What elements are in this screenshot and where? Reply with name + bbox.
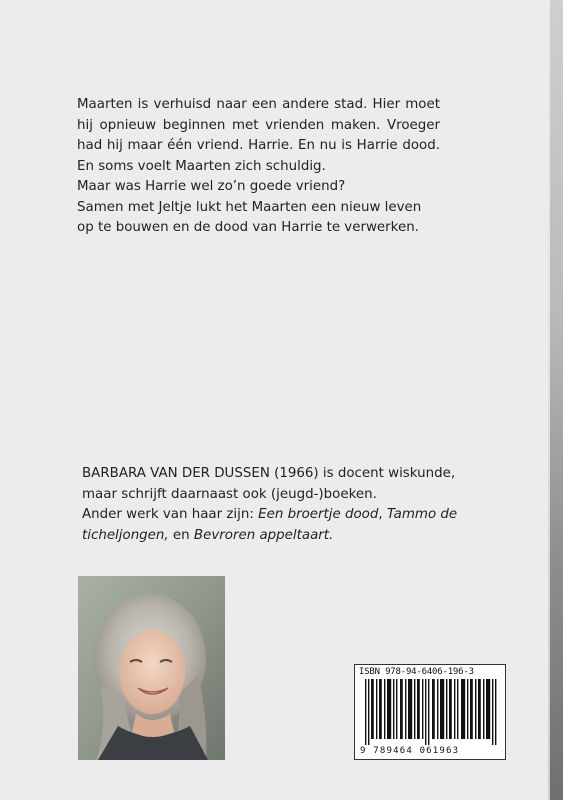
works-intro: Ander werk van haar zijn: (82, 507, 259, 522)
works-separator-1: , (378, 507, 387, 522)
work-title-3: Bevroren appeltaart. (193, 527, 334, 543)
blurb-paragraph-2: Maar was Harrie wel zo’n goede vriend? (77, 179, 346, 194)
blurb-paragraph-3: Samen met Jeltje lukt het Maarten een nieuw leven op te bouwen en de dood van Harrie te verwerken. (77, 199, 422, 235)
isbn-barcode (354, 664, 506, 760)
work-title-2: Tammo de ticheljongen, (82, 507, 458, 543)
works-separator-2: en (168, 527, 194, 543)
isbn-label: ISBN 978-94-6406-196-3 (359, 667, 474, 677)
author-portrait-image (78, 576, 225, 760)
ean-digits: 9 789464 061963 (360, 746, 460, 756)
work-title-1: Een broertje dood (258, 507, 379, 522)
author-bio (82, 464, 462, 546)
book-spine (548, 0, 563, 800)
blurb-paragraph-1: Maarten is verhuisd naar een andere stad. Hier moet hij opnieuw beginnen met vrienden maken. Vroeger had hij maar één vriend. Harrie. En nu is Harrie dood. En soms voelt Maarten zich schuldig. (77, 97, 440, 174)
author-bio-text: BARBARA VAN DER DUSSEN (1966) is docent wiskunde, maar schrijft daarnaast ook (jeugd-)boeken. (82, 466, 456, 502)
author-photo (78, 576, 225, 760)
author-works (82, 505, 462, 546)
barcode-bars (361, 679, 501, 745)
book-blurb (77, 95, 440, 239)
spine-edge (548, 0, 550, 800)
